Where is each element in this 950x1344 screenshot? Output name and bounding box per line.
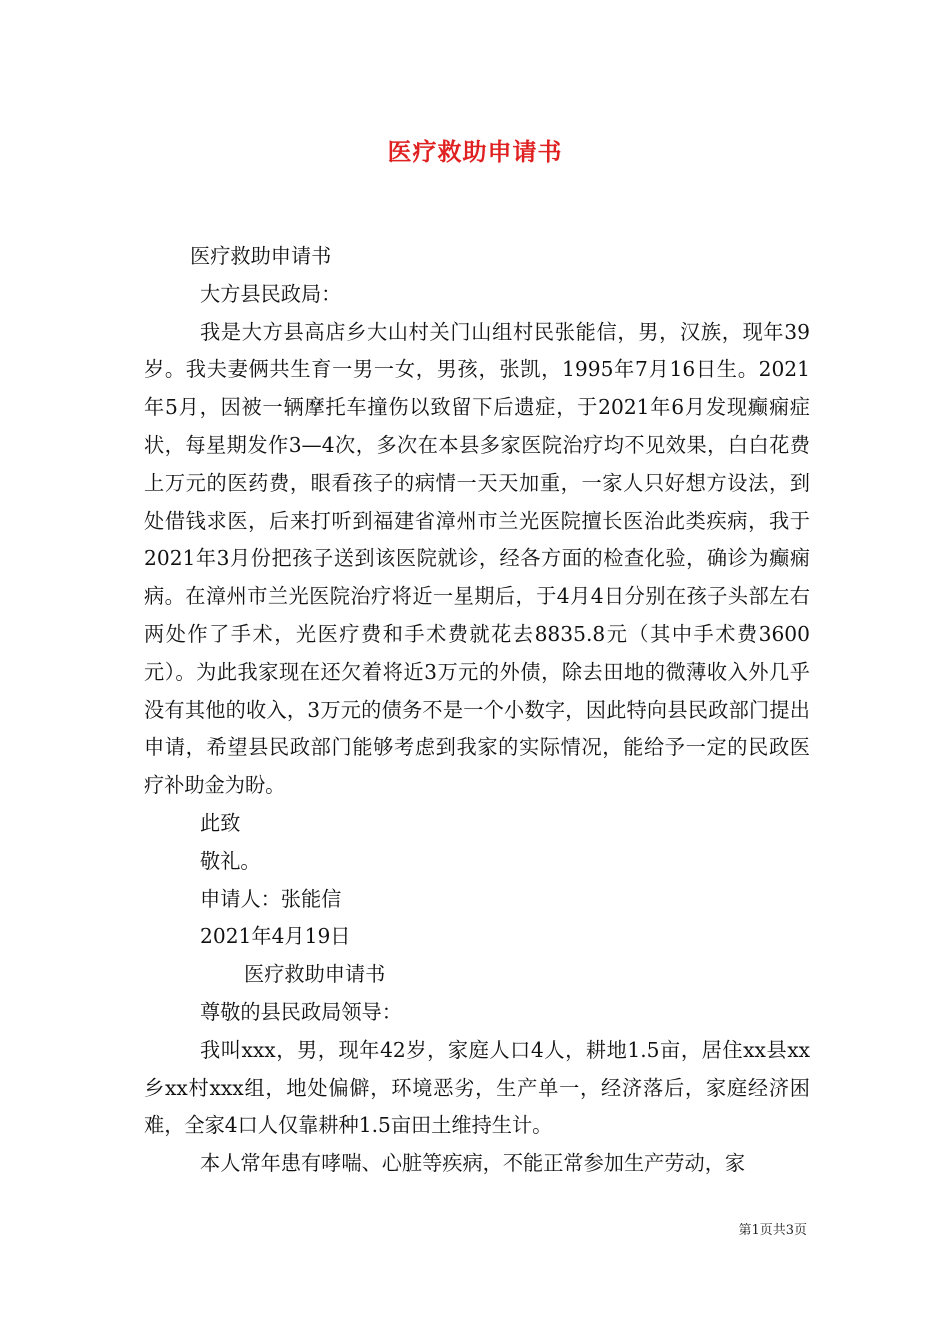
letter1-salutation: 大方县民政局： [200, 281, 342, 306]
letter2-subtitle: 医疗救助申请书 [244, 962, 386, 987]
letter1-subtitle: 医疗救助申请书 [190, 244, 332, 268]
document-body [144, 238, 810, 1183]
letter1-applicant: 申请人：张能信 [200, 886, 342, 911]
letter1-closing-1: 此致 [200, 810, 241, 835]
letter1-closing-2: 敬礼。 [200, 848, 261, 873]
document-title: 医疗救助申请书 [387, 137, 563, 166]
letter2-paragraph-1: 我叫xxx，男，现年42岁，家庭人口4人，耕地1.5亩，居住xx县xx乡xx村xxx组，地处偏僻，环境恶劣，生产单一，经济落后，家庭经济困难，全家4口人仅靠耕种1.5亩田土维持生计。 [144, 1037, 810, 1138]
page-number: 第1页共3页 [738, 1223, 807, 1238]
letter1-body: 我是大方县高店乡大山村关门山组村民张能信，男，汉族，现年39岁。我夫妻俩共生育一男一女，男孩，张凯，1995年7月16日生。2021年5月，因被一辆摩托车撞伤以致留下后遗症，于2021年6月发现癫痫症状，每星期发作3—4次，多次在本县多家医院治疗均不见效果，白白花费上万元的医药费，眼看孩子的病情一天天加重，一家人只好想方设法，到处借钱求医，后来打听到福建省漳州市兰光医院擅长医治此类疾病，我于2021年3月份把孩子送到该医院就诊，经各方面的检查化验，确诊为癫痫病。在漳州市兰光医院治疗将近一星期后，于4月4日分别在孩子头部左右两处作了手术，光医疗费和手术费就花去8835.8元（其中手术费3600元）。为此我家现在还欠着将近3万元的外债，除去田地的微薄收入外几乎没有其他的收入，3万元的债务不是一个小数字，因此特向县民政部门提出申请，希望县民政部门能够考虑到我家的实际情况，能给予一定的民政医疗补助金为盼。 [144, 319, 810, 798]
letter2-salutation: 尊敬的县民政局领导： [200, 999, 402, 1024]
letter2-paragraph-2: 本人常年患有哮喘、心脏等疾病，不能正常参加生产劳动，家 [200, 1151, 746, 1176]
letter1-date: 2021年4月19日 [200, 924, 351, 949]
